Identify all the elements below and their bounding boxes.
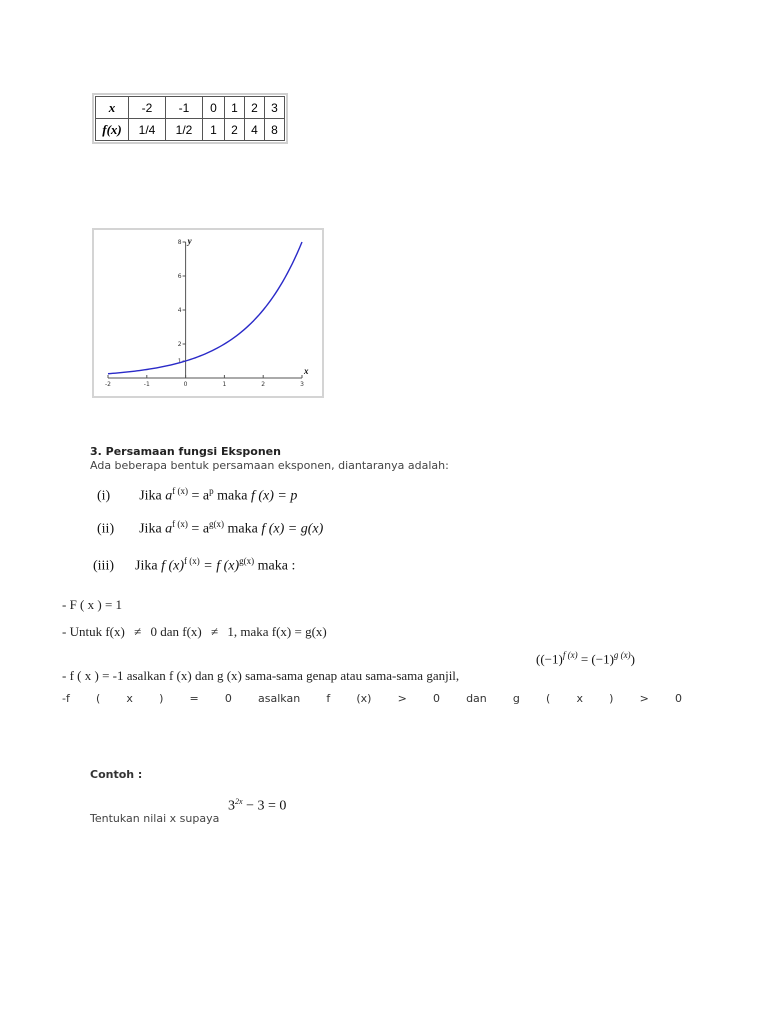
form-result: f (x) = p [250,488,298,504]
example-equation [228,797,286,815]
form-maka: maka [227,521,258,537]
formula-part: = (−1) [580,651,614,667]
condition-4-token: 0 [674,692,682,705]
formula-part: ((−1) [536,651,563,667]
table-cell: 8 [265,119,285,141]
intro-text: Ada beberapa bentuk persamaan eksponen, diantaranya adalah: [90,459,449,472]
condition-4-token: ) [159,692,164,705]
condition-3: - f ( x ) = -1 asalkan f (x) dan g (x) sama-sama genap atau sama-sama ganjil, [62,668,460,683]
condition-4 [62,692,682,705]
form-exponent: f (x) [184,556,200,566]
fx-header: f(x) [96,119,129,141]
form-equals: = a [191,521,210,537]
form-number: (i) [97,488,111,504]
not-equal-symbol: ≠ [134,624,142,639]
equation-rest: − 3 = 0 [242,798,287,814]
equation-exponent: 2x [235,797,243,806]
table-cell: 1 [203,119,225,141]
x-tick-label: -2 [105,381,111,388]
value-table [92,93,288,144]
condition-2-part: 1, maka f(x) = g(x) [227,624,327,639]
form-exponent: g(x) [209,519,225,529]
y-tick-label: 8 [177,239,182,246]
condition-2-part: - Untuk f(x) [62,624,125,639]
section-heading: 3. Persamaan fungsi Eksponen [90,445,281,458]
form-maka: maka : [257,558,296,574]
y-tick-label: 4 [177,307,182,314]
y-tick-label: 2 [177,341,182,348]
condition-3-formula [536,650,635,667]
graph-svg [94,230,322,396]
table-cell: 2 [245,97,265,119]
condition-4-token: > [397,692,407,705]
x-tick-label: 3 [300,381,304,388]
condition-4-token: asalkan [258,692,301,705]
table-cell: 1 [225,97,245,119]
form-number: (iii) [93,558,114,574]
formula-exponent: g (x) [613,650,631,660]
condition-4-token: ) [609,692,614,705]
x-header: x [96,97,129,119]
condition-4-token: (x) [356,692,372,705]
condition-4-token: dan [466,692,487,705]
condition-1: - F ( x ) = 1 [62,597,123,612]
condition-4-token: ( [546,692,551,705]
condition-4-token: ( [95,692,101,705]
x-tick-label: 0 [183,381,188,388]
form-number: (ii) [97,521,115,537]
x-tick-label: 1 [222,381,227,388]
form-equals: = a [191,488,210,504]
table-cell: 0 [203,97,225,119]
form-equals: = f (x) [203,558,240,574]
condition-2 [62,624,327,640]
y-tick-label: 6 [177,273,182,280]
exponential-graph [92,228,324,398]
form-exponent: f (x) [172,486,189,496]
example-text: Tentukan nilai x supaya [90,812,220,825]
table-cell: 3 [265,97,285,119]
condition-4-token: -f [62,692,70,705]
condition-2-part: 0 dan f(x) [150,624,202,639]
table-cell: -2 [129,97,166,119]
condition-4-token: x [576,692,583,705]
form-result: f (x) = g(x) [261,521,324,537]
form-base: a [165,488,173,504]
condition-4-token: f [326,692,331,705]
table-cell: 4 [245,119,265,141]
form-exponent: p [209,486,214,496]
table-row-fx [96,119,285,141]
condition-4-token: g [512,692,520,705]
not-equal-symbol: ≠ [210,624,219,639]
condition-4-token: 0 [224,692,232,705]
form-ii [97,519,323,538]
condition-4-token: x [126,692,133,705]
form-base: a [165,521,173,537]
form-jika: Jika [139,521,162,537]
table-cell: 2 [225,119,245,141]
equation-base: 3 [228,798,235,814]
y-axis-label: y [187,236,192,246]
table-cell: 1/2 [166,119,203,141]
formula-exponent: f (x) [562,650,578,660]
x-tick-label: 2 [261,381,266,388]
form-maka: maka [217,488,248,504]
formula-part: ) [630,651,635,667]
condition-4-token: = [189,692,199,705]
table-cell: 1/4 [129,119,166,141]
y-tick-label: 1 [177,358,182,365]
table-cell: -1 [166,97,203,119]
x-tick-label: -1 [143,381,150,388]
example-label: Contoh : [90,768,143,781]
form-jika: Jika [139,488,162,504]
table-row-x [96,97,285,119]
form-exponent: f (x) [172,519,188,529]
x-axis-label: x [304,366,309,376]
form-base: f (x) [161,558,184,574]
form-jika: Jika [135,558,158,574]
condition-4-token: 0 [432,692,440,705]
form-i [97,486,297,505]
condition-4-token: > [639,692,649,705]
exponential-curve [108,242,302,374]
form-iii [93,556,295,575]
form-exponent: g(x) [239,556,255,566]
